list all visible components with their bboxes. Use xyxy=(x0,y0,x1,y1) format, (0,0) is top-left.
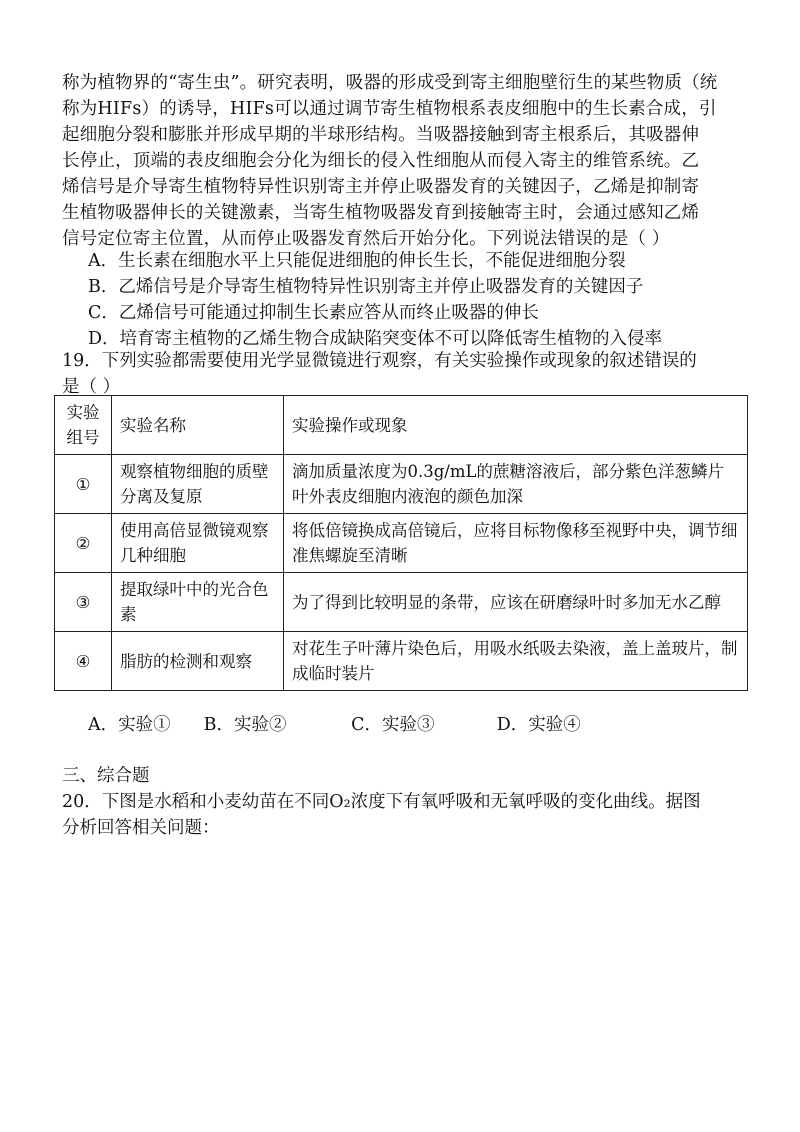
q18-passage xyxy=(62,70,752,252)
q20-stem xyxy=(62,789,752,841)
table-row xyxy=(55,573,748,632)
row-experiment-name: 提取绿叶中的光合色素 xyxy=(112,573,284,632)
row-operation: 将低倍镜换成高倍镜后，应将目标物像移至视野中央，调节细准焦螺旋至清晰 xyxy=(284,514,748,573)
table-row xyxy=(55,514,748,573)
q18-option-b: B．乙烯信号是介导寄生植物特异性识别寄主并停止吸器发育的关键因子 xyxy=(88,277,644,297)
row-operation: 滴加质量浓度为0.3g/mL的蔗糖溶液后，部分紫色洋葱鳞片叶外表皮细胞内液泡的颜色加深 xyxy=(284,455,748,514)
passage-line: 生植物吸器伸长的关键激素，当寄生植物吸器发育到接触寄主时，会通过感知乙烯 xyxy=(62,203,700,223)
q19-option-a: A．实验① xyxy=(88,715,171,735)
row-number: ④ xyxy=(55,632,112,691)
row-operation: 为了得到比较明显的条带，应该在研磨绿叶时多加无水乙醇 xyxy=(284,573,748,632)
passage-line: 称为植物界的“寄生虫”。研究表明，吸器的形成受到寄主细胞壁衍生的某些物质（统 xyxy=(62,73,718,93)
row-number: ① xyxy=(55,455,112,514)
passage-line: 长停止，顶端的表皮细胞会分化为细长的侵入性细胞从而侵入寄主的维管系统。乙 xyxy=(62,151,700,171)
table-row xyxy=(55,455,748,514)
row-number: ② xyxy=(55,514,112,573)
q19-line-1: 19．下列实验都需要使用光学显微镜进行观察，有关实验操作或现象的叙述错误的 xyxy=(62,351,697,371)
section-title: 三、综合题 xyxy=(62,766,150,786)
q19-option-b: B．实验② xyxy=(203,715,287,735)
q18-option-a: A．生长素在细胞水平上只能促进细胞的伸长生长，不能促进细胞分裂 xyxy=(88,251,626,271)
table-header-row xyxy=(55,396,748,455)
q18-option-d: D．培育寄主植物的乙烯生物合成缺陷突变体不可以降低寄生植物的入侵率 xyxy=(88,329,663,349)
row-number: ③ xyxy=(55,573,112,632)
q19-line-2: 是（ ） xyxy=(62,377,121,397)
table-row xyxy=(55,632,748,691)
q19-stem xyxy=(62,348,752,400)
q20-line-2: 分析回答相关问题： xyxy=(62,818,220,838)
passage-line: 起细胞分裂和膨胀并形成早期的半球形结构。当吸器接触到寄主根系后，其吸器伸 xyxy=(62,125,700,145)
q20-line-1: 20．下图是水稻和小麦幼苗在不同O₂浓度下有氧呼吸和无氧呼吸的变化曲线。据图 xyxy=(62,792,701,812)
experiment-table xyxy=(54,395,748,691)
row-operation: 对花生子叶薄片染色后，用吸水纸吸去染液，盖上盖玻片，制成临时装片 xyxy=(284,632,748,691)
passage-line: 烯信号是介导寄生植物特异性识别寄主并停止吸器发育的关键因子，乙烯是抑制寄 xyxy=(62,177,700,197)
passage-line: 称为HIFs）的诱导，HIFs可以通过调节寄生植物根系表皮细胞中的生长素合成，引 xyxy=(62,99,717,119)
row-experiment-name: 脂肪的检测和观察 xyxy=(112,632,284,691)
q19-answer-options xyxy=(88,712,581,738)
passage-line: 信号定位寄主位置，从而停止吸器发育然后开始分化。下列说法错误的是（ ） xyxy=(62,229,670,249)
header-operation: 实验操作或现象 xyxy=(284,396,748,455)
header-experiment-name: 实验名称 xyxy=(112,396,284,455)
q19-option-d: D．实验④ xyxy=(496,715,581,735)
q18-option-c: C．乙烯信号可能通过抑制生长素应答从而终止吸器的伸长 xyxy=(88,303,539,323)
row-experiment-name: 使用高倍显微镜观察几种细胞 xyxy=(112,514,284,573)
q19-option-c: C．实验③ xyxy=(351,715,435,735)
header-group-no: 实验组号 xyxy=(55,396,112,455)
row-experiment-name: 观察植物细胞的质壁分离及复原 xyxy=(112,455,284,514)
